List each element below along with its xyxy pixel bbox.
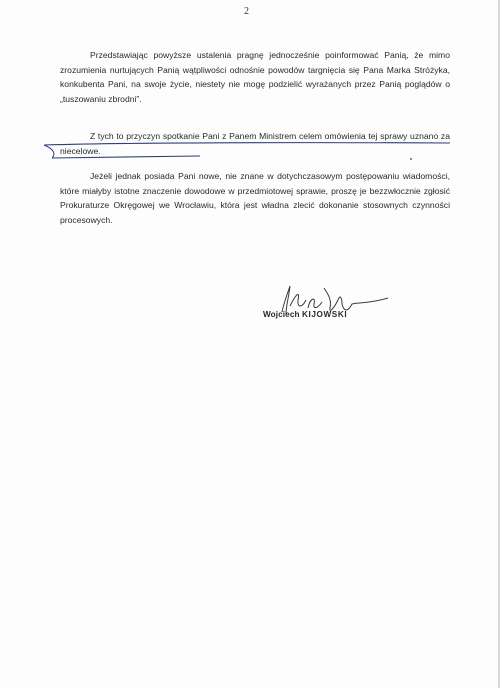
paragraph-meeting-refusal: Z tych to przyczyn spotkanie Pani z Panem Ministrem celem omówienia tej sprawy uznano za niecelowe. [60, 131, 450, 156]
signer-name [263, 310, 347, 319]
paragraph-findings: Przedstawiając powyższe ustalenia pragnę jednocześnie poinformować Panią, że mimo zrozumienia nurtujących Panią wątpliwości odnośnie powodów targnięcia się Pana Marka Stróżyka, konkubenta Pani, na swoje życie, niestety nie mogę podzielić wyrażanych przez Panią poglądów o „tuszowaniu zbrodni”. [60, 50, 450, 104]
handwritten-signature [268, 278, 398, 330]
signer-surname: KIJOWSKI [301, 310, 348, 319]
stray-ink-dot [410, 158, 412, 160]
paragraph-new-evidence: Jeżeli jednak posiada Pani nowe, nie znane w dotychczasowym postępowaniu wiadomości, które miałyby istotne znaczenie dowodowe w przedmiotowej sprawie, proszę je bezzwłocznie zgłosić Prokuraturze Okręgowej we Wrocławiu, która jest władna zlecić dokonanie stosownych czynności procesowych. [60, 171, 450, 225]
signer-first-name: Wojciech [263, 310, 300, 319]
page-number: 2 [244, 6, 249, 17]
